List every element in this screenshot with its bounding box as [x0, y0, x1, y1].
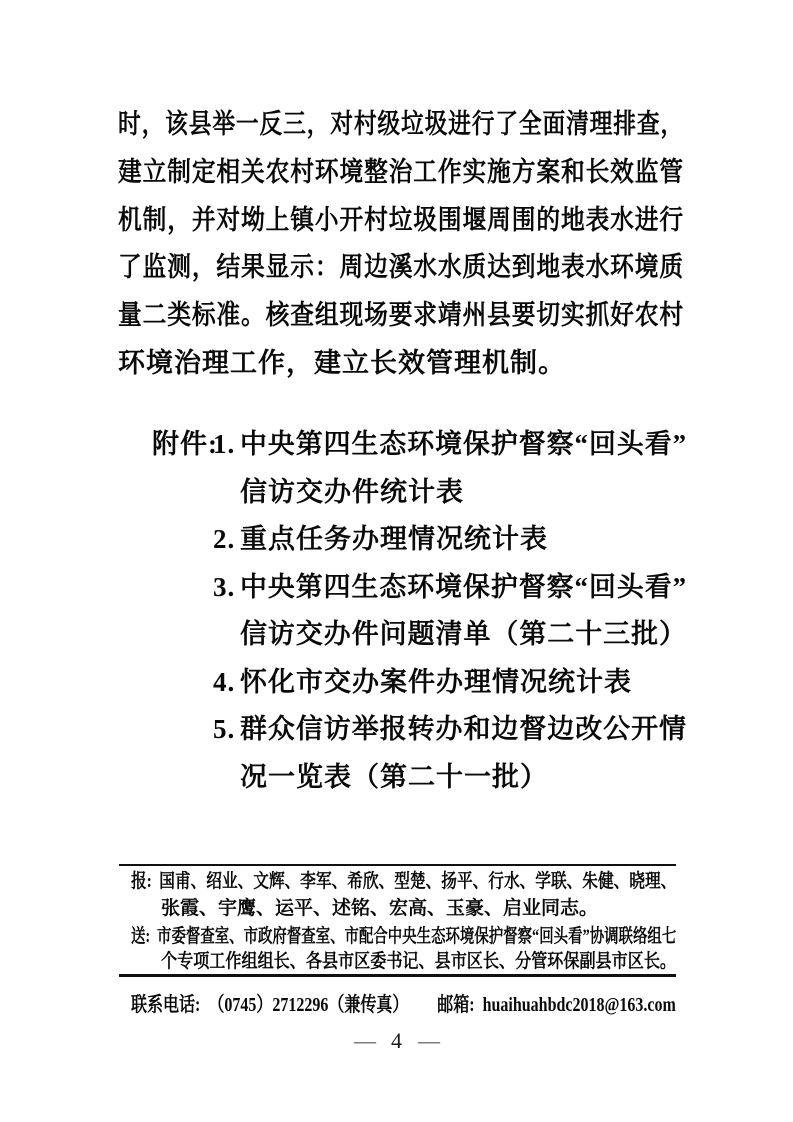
email-value: huaihuahbdc2018@163.com: [482, 994, 676, 1016]
footer-top-rule: [119, 864, 676, 866]
attachment-3-line-1: 中央第四生态环境保护督察“回头看”: [240, 572, 687, 602]
page-number-value: 4: [391, 1028, 402, 1053]
send-to-label: 送:: [131, 926, 151, 947]
attachment-1-line-2: 信访交办件统计表: [240, 477, 464, 507]
send-to-line-2: 个专项工作组组长、各县市区委书记、县市区长、分管环保副县市区长。: [161, 951, 677, 972]
attachment-5-line-1: 群众信访举报转办和边督边改公开情: [240, 714, 687, 744]
page-number: [0, 1026, 793, 1056]
attachment-5-line-2: 况一览表（第二十一批）: [240, 762, 548, 792]
report-to-line-2: 张霞、宇鹰、运平、述铭、宏高、玉豪、启业同志。: [161, 898, 599, 919]
email-label: 邮箱:: [437, 994, 475, 1016]
report-to-names-1: 国甫、绍业、文辉、李军、希欣、型楚、扬平、行水、学联、朱健、晓理、: [159, 871, 677, 892]
phone-label: 联系电话:: [131, 994, 201, 1016]
attachment-2-number: 2.: [213, 524, 236, 554]
attachment-4-number: 4.: [213, 667, 236, 697]
send-to-names-1: 市委督查室、市政府督查室、市配合中央生态环境保护督察“回头看”协调联络组七: [157, 926, 677, 947]
attachment-1-line-1: 中央第四生态环境保护督察“回头看”: [240, 429, 687, 459]
attachments-label: 附件:: [152, 429, 218, 459]
contact-line: [131, 991, 676, 1019]
body-line-4: 了监测，结果显示：周边溪水水质达到地表水环境质: [118, 252, 684, 282]
attachment-1-number: 1.: [213, 429, 236, 459]
attachment-2-line-1: 重点任务办理情况统计表: [240, 524, 548, 554]
report-to-line-1: [131, 869, 676, 895]
body-line-1: 时，该县举一反三，对村级垃圾进行了全面清理排查，: [118, 109, 684, 139]
page-number-dash-left: —: [354, 1028, 375, 1053]
send-to-line-1: [131, 924, 676, 950]
phone-value: （0745）2712296（兼传真）: [208, 994, 409, 1016]
attachment-5-number: 5.: [213, 714, 236, 744]
body-line-5: 量二类标准。核查组现场要求靖州县要切实抓好农村: [118, 300, 684, 330]
page-number-dash-right: —: [418, 1028, 439, 1053]
report-to-label: 报:: [131, 871, 152, 892]
footer-bottom-rule: [119, 974, 676, 977]
body-line-3: 机制，并对坳上镇小开村垃圾围堰周围的地表水进行: [118, 205, 684, 235]
body-line-2: 建立制定相关农村环境整治工作实施方案和长效监管: [118, 157, 684, 187]
body-line-6: 环境治理工作，建立长效管理机制。: [118, 348, 566, 378]
attachment-3-line-2: 信访交办件问题清单（第二十三批）: [240, 619, 687, 649]
attachment-3-number: 3.: [213, 572, 236, 602]
attachment-4-line-1: 怀化市交办案件办理情况统计表: [240, 667, 632, 697]
